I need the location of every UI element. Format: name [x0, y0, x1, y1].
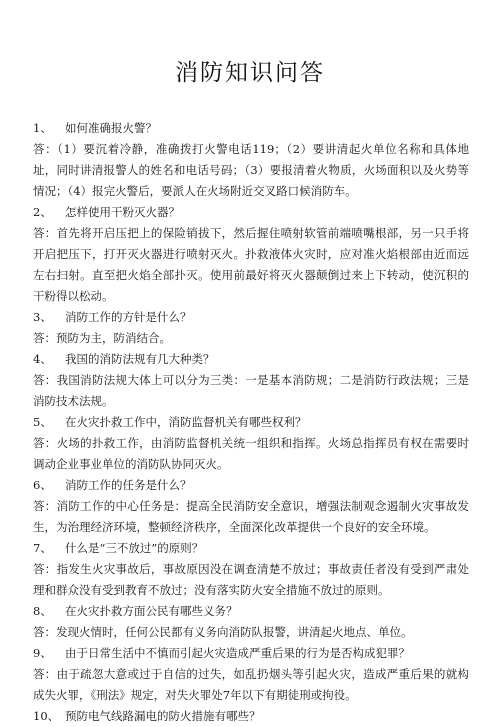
answer-9: 答：由于疏忽大意或过于自信的过失，如乱扔烟头等引起火灾，造成严重后果的就构成失火罪，《刑法》规定，对失火罪处7年以下有期徒刑或拘役。: [33, 667, 469, 702]
question-number: 8、: [33, 604, 52, 618]
answer-2: 答：首先将开启压把上的保险销拔下，然后握住喷射软管前端喷嘴根部，另一只手将开启把压下，打开灭火器进行喷射灭火。扑救液体火灾时，应对准火焰根部由近而远左右扫射。直至把火焰全部扑灭。使用前最好将灭火器颠倒过来上下转动，使沉积的干粉得以松动。: [33, 226, 469, 303]
answer-4: 答：我国消防法规大体上可以分为三类：一是基本消防规；二是消防行政法规；三是消防技术法规。: [33, 373, 469, 408]
question-text: 什么是“三不放过”的原则？: [65, 541, 204, 555]
question-8: [33, 601, 469, 622]
question-number: 5、: [33, 415, 52, 429]
answer-5: 答：火场的扑救工作，由消防监督机关统一组织和指挥。火场总指挥员有权在需要时调动企业事业单位的消防队协同灭火。: [33, 436, 469, 471]
question-9: [33, 643, 469, 664]
question-text: 如何准确报火警？: [65, 121, 157, 135]
question-number: 10、: [33, 709, 60, 723]
answer-1: 答：（1）要沉着冷静，准确拨打火警电话119；（2）要讲清起火单位名称和具体地址，同时讲清报警人的姓名和电话号码；（3）要报清着火物质，火场面积以及火势等情况；（4）报完火警后，要派人在火场附近交叉路口候消防车。: [33, 142, 469, 198]
answer-7: 答：指发生火灾事故后，事故原因没在调查清楚不放过；事故责任者没有受到严肃处理和群众没有受到教育不放过；没有落实防火安全措施不放过的原则。: [33, 562, 469, 597]
question-7: [33, 538, 469, 559]
answer-6: 答：消防工作的中心任务是：提高全民消防安全意识，增强法制观念遏制火灾事故发生，为治理经济环境，整顿经济秩序，全面深化改革提供一个良好的安全环境。: [33, 499, 469, 534]
question-number: 7、: [33, 541, 52, 555]
document-title: 消防知识问答: [175, 60, 325, 86]
question-number: 3、: [33, 310, 52, 324]
question-number: 6、: [33, 478, 52, 492]
question-text: 在火灾扑救方面公民有哪些义务？: [65, 604, 238, 618]
question-1: [33, 118, 469, 139]
question-number: 9、: [33, 646, 52, 660]
question-text: 怎样使用干粉灭火器？: [65, 205, 180, 219]
question-2: [33, 202, 469, 223]
question-text: 消防工作的任务是什么？: [65, 478, 192, 492]
question-number: 2、: [33, 205, 52, 219]
question-text: 由于日常生活中不慎而引起火灾造成严重后果的行为是否构成犯罪？: [65, 646, 410, 660]
question-text: 我国的消防法规有几大种类？: [65, 352, 215, 366]
question-10: [33, 706, 469, 727]
qa-list: [33, 118, 469, 727]
question-6: [33, 475, 469, 496]
question-number: 1、: [33, 121, 52, 135]
question-text: 消防工作的方针是什么？: [65, 310, 192, 324]
question-number: 4、: [33, 352, 52, 366]
question-4: [33, 349, 469, 370]
answer-3: 答：预防为主，防消结合。: [33, 331, 171, 345]
question-3: [33, 307, 469, 328]
question-text: 预防电气线路漏电的防火措施有哪些？: [65, 709, 261, 723]
question-5: [33, 412, 469, 433]
question-text: 在火灾扑救工作中，消防监督机关有哪些权利？: [65, 415, 307, 429]
answer-8: 答：发现火情时，任何公民都有义务向消防队报警，讲清起火地点、单位。: [33, 625, 413, 639]
